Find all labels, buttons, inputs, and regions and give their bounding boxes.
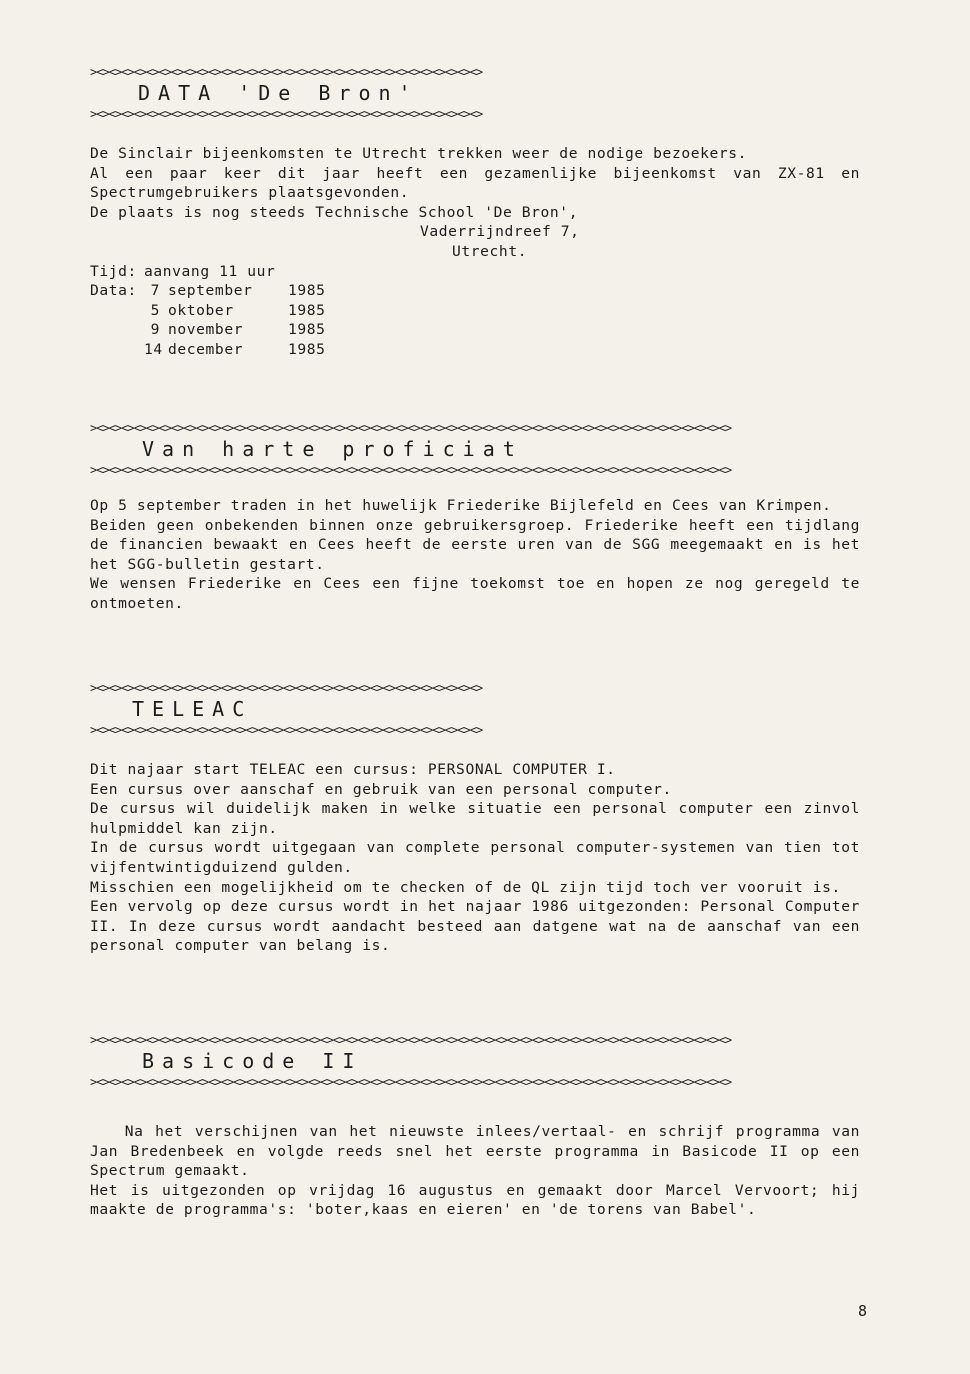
divider-bottom: ><><><><><><><><><><><><><><><><><><><><><><><><><><><><><><><>: [90, 723, 483, 737]
divider-top: ><><><><><><><><><><><><><><><><><><><><><><><><><><><><><><><><><><><><><><><><><><><><><><><><><><><>: [90, 421, 732, 435]
day: 14: [144, 340, 163, 358]
section-basicode: [90, 1032, 870, 1220]
section-title: TELEAC: [132, 697, 253, 721]
paragraph: Al een paar keer dit jaar heeft een gezamenlijke bijeenkomst van ZX-81 en Spectrumgebruikers plaatsgevonden.: [90, 164, 870, 202]
paragraph: Op 5 september traden in het huwelijk Friederike Bijlefeld en Cees van Krimpen.: [90, 497, 832, 514]
value: aanvang 11 uur: [144, 262, 276, 280]
divider-bottom: ><><><><><><><><><><><><><><><><><><><><><><><><><><><><><><><>: [90, 107, 483, 121]
month: november: [168, 321, 244, 339]
section-proficiat: [90, 420, 870, 614]
divider-top: ><><><><><><><><><><><><><><><><><><><><><><><><><><><><><><><><><><><><><><><><><><><><><><><><><><><>: [90, 1033, 732, 1047]
section-title: DATA 'De Bron': [138, 81, 419, 105]
label: Data:: [90, 282, 137, 300]
year: 1985: [288, 301, 326, 319]
divider-top: ><><><><><><><><><><><><><><><><><><><><><><><><><><><><><><><>: [90, 681, 483, 695]
paragraph: De cursus wil duidelijk maken in welke situatie een personal computer een zinvol hulpmiddel kan zijn.: [90, 800, 870, 837]
divider-top: ><><><><><><><><><><><><><><><><><><><><><><><><><><><><><><><>: [90, 65, 483, 79]
address-line: Vaderrijndreef 7,: [420, 223, 580, 241]
section-teleac: [90, 680, 870, 956]
paragraph: Dit najaar start TELEAC een cursus: PERSONAL COMPUTER I.: [90, 761, 616, 778]
year: 1985: [288, 340, 326, 358]
day: 9: [150, 321, 160, 339]
address-line: Utrecht.: [452, 242, 528, 260]
paragraph: In de cursus wordt uitgegaan van complete personal computer-systemen van tien tot vijfentwintigduizend gulden.: [90, 839, 870, 876]
month: september: [168, 282, 253, 300]
paragraph: Beiden geen onbekenden binnen onze gebruikersgroep. Friederike heeft een tijdlang de financien bewaakt en Cees heeft de eerste uren van de SGG meegemaakt en is het het SGG-bulletin gestart.: [90, 516, 870, 573]
paragraph: De Sinclair bijeenkomsten te Utrecht trekken weer de nodige bezoekers.: [90, 145, 748, 162]
section-data: [90, 64, 870, 360]
date-row: [90, 340, 860, 360]
paragraph: We wensen Friederike en Cees een fijne toekomst toe en hopen ze nog geregeld te ontmoeten.: [90, 575, 870, 612]
paragraph: Na het verschijnen van het nieuwste inlees/vertaal- en schrijf programma van Jan Bredenbeek en volgde reeds snel het eerste programma in Basicode II op een Spectrum gemaakt.: [90, 1123, 870, 1180]
paragraph: Misschien een mogelijkheid om te checken of de QL zijn tijd toch ver vooruit is.: [90, 878, 841, 896]
paragraph: Een vervolg op deze cursus wordt in het najaar 1986 uitgezonden: Personal Computer II. In deze cursus wordt aandacht besteed aan datgene wat na de aanschaf van een personal computer van belang is.: [90, 898, 870, 955]
divider-bottom: ><><><><><><><><><><><><><><><><><><><><><><><><><><><><><><><><><><><><><><><><><><><><><><><><><><><>: [90, 463, 732, 477]
page-number: 8: [858, 1302, 868, 1320]
month: december: [168, 340, 244, 358]
paragraph: De plaats is nog steeds Technische School 'De Bron',: [90, 203, 579, 221]
label: Tijd:: [90, 262, 137, 280]
day: 5: [150, 301, 160, 319]
year: 1985: [288, 282, 326, 300]
paragraph: Een cursus over aanschaf en gebruik van een personal computer.: [90, 780, 672, 798]
paragraph: Het is uitgezonden op vrijdag 16 augustus en gemaakt door Marcel Vervoort; hij maakte de programma's: 'boter,kaas en eieren' en 'de torens van Babel'.: [90, 1181, 870, 1219]
date-row: [90, 281, 860, 301]
year: 1985: [288, 321, 326, 339]
section-title: Van harte proficiat: [142, 437, 523, 461]
day: 7: [150, 282, 160, 300]
date-row: [90, 301, 860, 321]
month: oktober: [168, 301, 234, 319]
divider-bottom: ><><><><><><><><><><><><><><><><><><><><><><><><><><><><><><><><><><><><><><><><><><><><><><><><><><><>: [90, 1075, 732, 1089]
date-row: [90, 320, 860, 340]
section-title: Basicode II: [142, 1049, 363, 1073]
time-row: [90, 262, 860, 282]
